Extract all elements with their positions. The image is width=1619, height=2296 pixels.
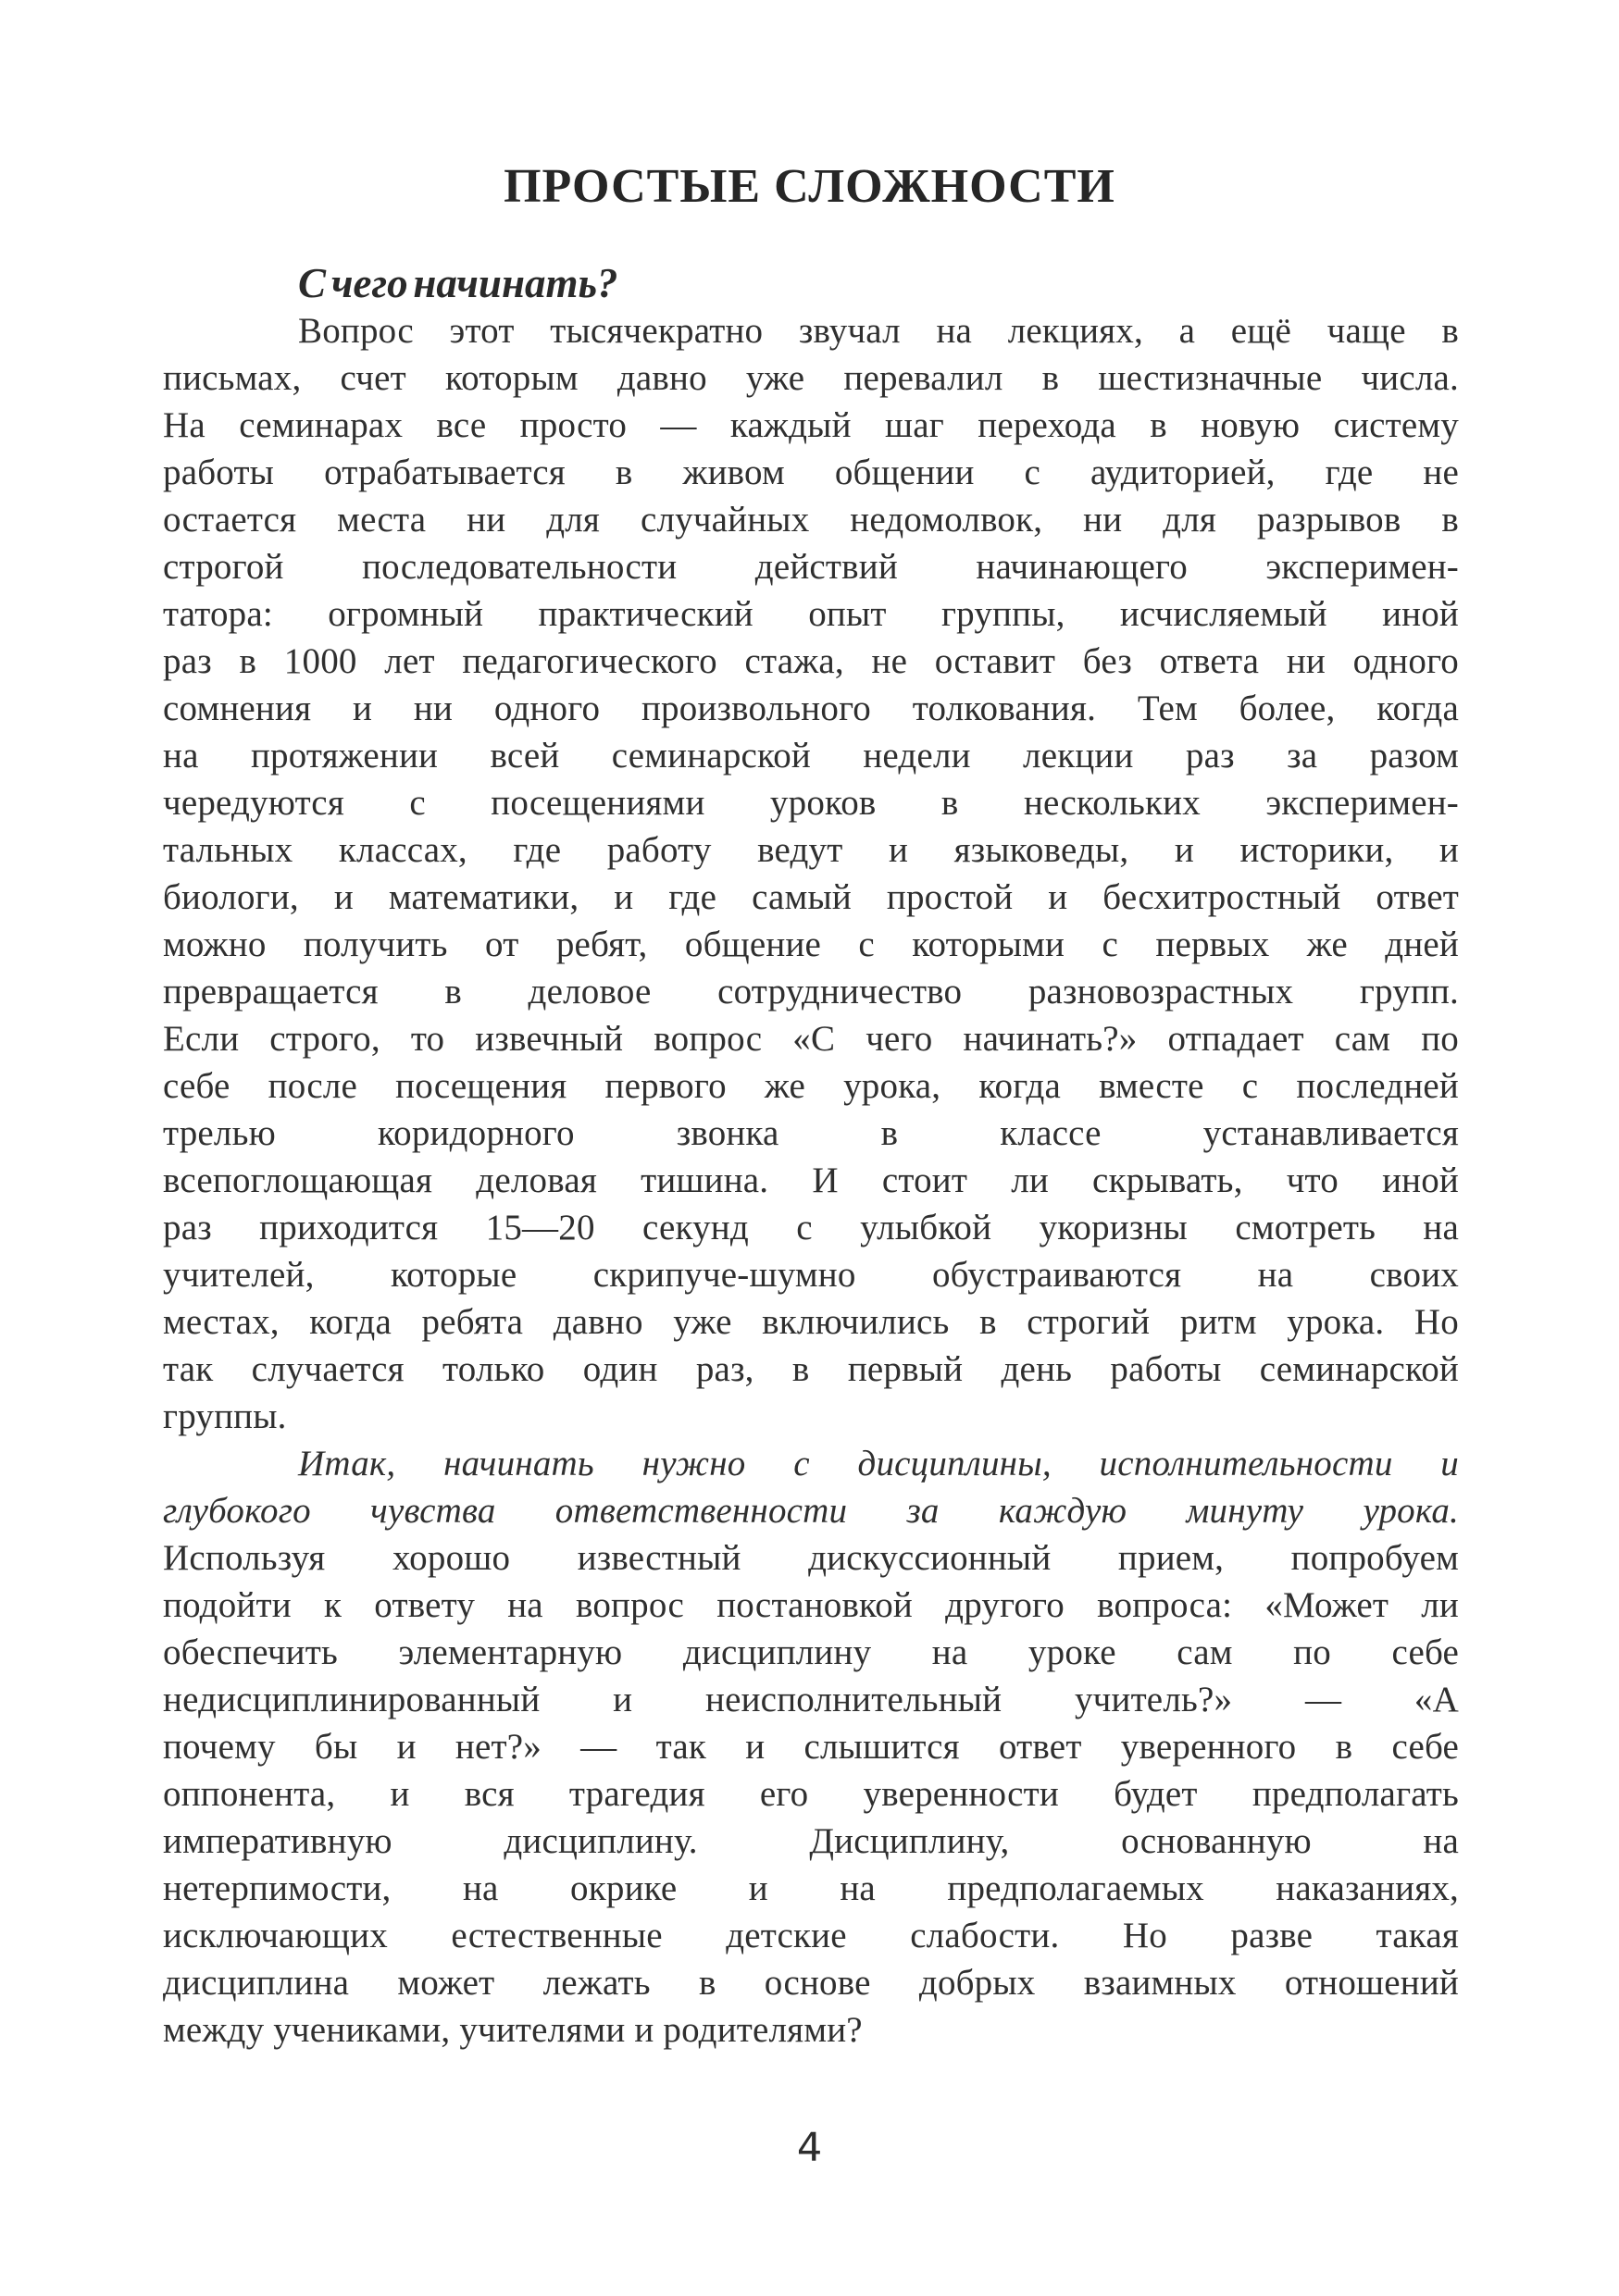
text-line: на протяжении всей семинарской недели лекции раз за разом bbox=[163, 736, 1459, 776]
text-line: можно получить от ребят, общение с которыми с первых же дней bbox=[163, 925, 1459, 964]
text-line: строгой последовательности действий начинающего эксперимен- bbox=[163, 547, 1459, 587]
page-number: 4 bbox=[796, 2125, 823, 2171]
paragraphs-container bbox=[163, 307, 1459, 2054]
text-line: между учениками, учителями и родителями? bbox=[163, 2010, 863, 2050]
text-line: нетерпимости, на окрике и на предполагаемых наказаниях, bbox=[163, 1868, 1459, 1908]
paragraph bbox=[163, 1440, 1459, 2054]
text-line: подойти к ответу на вопрос постановкой другого вопроса: «Может ли bbox=[163, 1585, 1459, 1625]
text-line: татора: огромный практический опыт группы, исчисляемый иной bbox=[163, 594, 1459, 634]
text-line: группы. bbox=[163, 1396, 287, 1436]
text-line: всепоглощающая деловая тишина. И стоит ли скрывать, что иной bbox=[163, 1160, 1459, 1200]
text-line: себе после посещения первого же урока, когда вместе с последней bbox=[163, 1066, 1459, 1106]
text-line: Итак, начинать нужно с дисциплины, исполнительности и bbox=[298, 1444, 1459, 1483]
text-line: письмах, счет которым давно уже перевалил в шестизначные числа. bbox=[163, 358, 1459, 398]
text-line: глубокого чувства ответственности за каждую минуту урока. bbox=[163, 1491, 1459, 1531]
text-line: биологи, и математики, и где самый простой и бесхитростный ответ bbox=[163, 877, 1459, 917]
text-line: обеспечить элементарную дисциплину на уроке сам по себе bbox=[163, 1632, 1459, 1672]
text-line: трелью коридорного звонка в классе устанавливается bbox=[163, 1113, 1459, 1153]
text-line: Если строго, то извечный вопрос «С чего начинать?» отпадает сам по bbox=[163, 1019, 1459, 1059]
text-line: императивную дисциплину. Дисциплину, основанную на bbox=[163, 1821, 1459, 1861]
text-line: сомнения и ни одного произвольного толкования. Тем более, когда bbox=[163, 689, 1459, 728]
text-line: так случается только один раз, в первый день работы семинарской bbox=[163, 1349, 1459, 1389]
page-title: ПРОСТЫЕ СЛОЖНОСТИ bbox=[504, 160, 1115, 213]
text-line: работы отрабатывается в живом общении с аудиторией, где не bbox=[163, 453, 1459, 492]
section-heading: С чего начинать? bbox=[298, 260, 618, 306]
text-line: превращается в деловое сотрудничество разновозрастных групп. bbox=[163, 972, 1459, 1011]
text-line: оппонента, и вся трагедия его уверенности будет предполагать bbox=[163, 1774, 1459, 1814]
paragraph bbox=[163, 307, 1459, 1440]
text-content bbox=[163, 260, 1459, 2054]
text-line: недисциплинированный и неисполнительный учитель?» — «А bbox=[163, 1680, 1459, 1719]
text-line: раз в 1000 лет педагогического стажа, не оставит без ответа ни одного bbox=[163, 641, 1459, 681]
text-line: учителей, которые скрипуче-шумно обустраиваются на своих bbox=[163, 1255, 1459, 1295]
text-line: местах, когда ребята давно уже включились в строгий ритм урока. Но bbox=[163, 1302, 1459, 1342]
text-line: На семинарах все просто — каждый шаг перехода в новую систему bbox=[163, 405, 1459, 445]
text-line: остается места ни для случайных недомолвок, ни для разрывов в bbox=[163, 500, 1459, 540]
text-line: раз приходится 15—20 секунд с улыбкой укоризны смотреть на bbox=[163, 1208, 1459, 1247]
text-line: дисциплина может лежать в основе добрых взаимных отношений bbox=[163, 1963, 1459, 2003]
text-line: Используя хорошо известный дискуссионный прием, попробуем bbox=[163, 1538, 1459, 1578]
text-line: чередуются с посещениями уроков в нескольких эксперимен- bbox=[163, 783, 1459, 823]
text-line: исключающих естественные детские слабости. Но разве такая bbox=[163, 1916, 1459, 1955]
text-line: почему бы и нет?» — так и слышится ответ уверенного в себе bbox=[163, 1727, 1459, 1767]
text-line: Вопрос этот тысячекратно звучал на лекциях, а ещё чаще в bbox=[298, 311, 1459, 351]
text-line: тальных классах, где работу ведут и языковеды, и историки, и bbox=[163, 830, 1459, 870]
